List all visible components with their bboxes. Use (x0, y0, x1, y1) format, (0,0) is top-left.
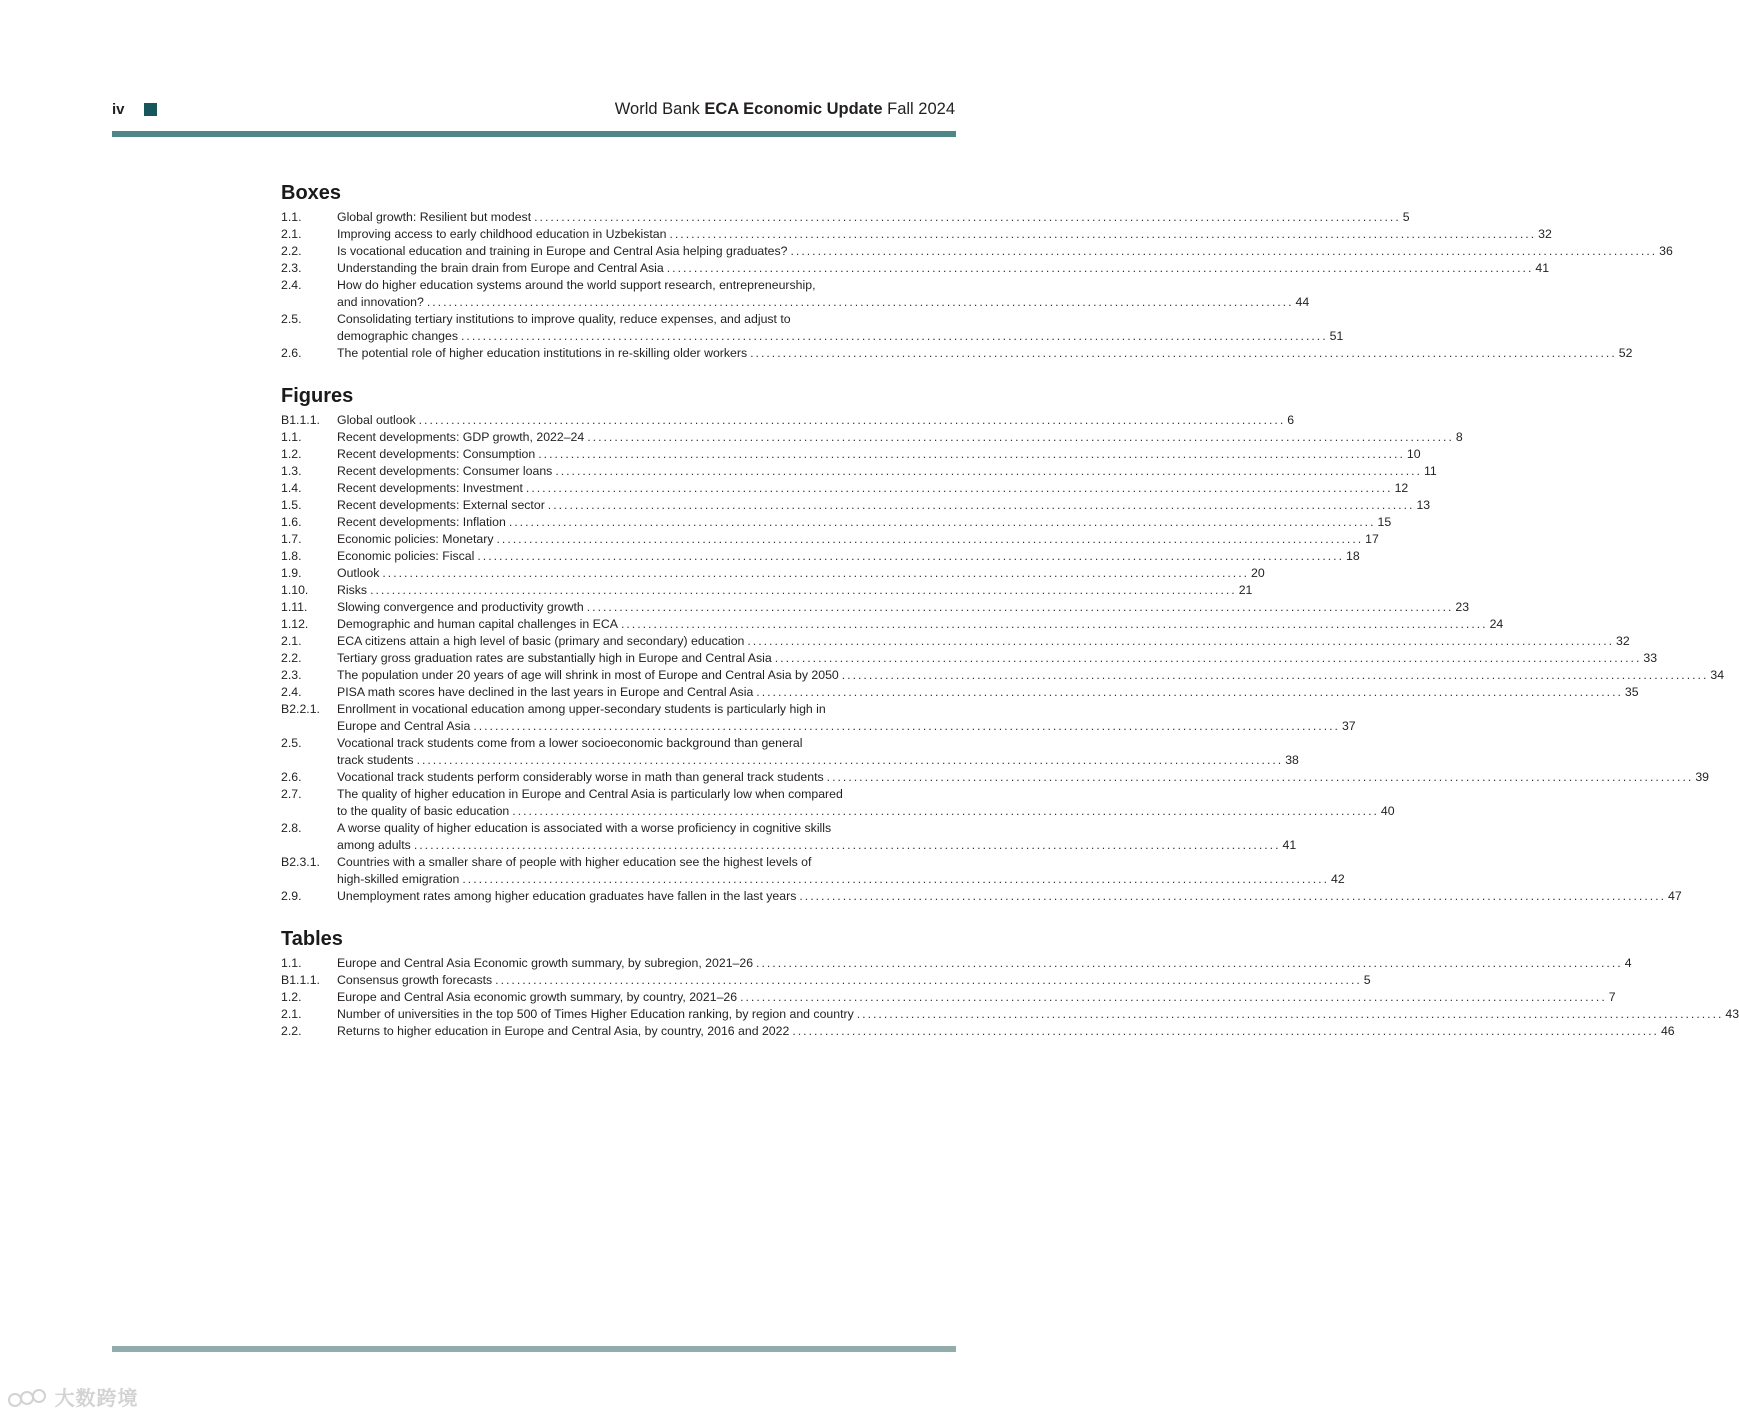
entry-number: 2.6. (281, 770, 302, 784)
entry-number: 1.5. (281, 498, 302, 512)
entry-number: B2.2.1. (281, 702, 320, 716)
entry-body (337, 616, 1504, 633)
entry-number: 2.8. (281, 821, 302, 835)
entry-line (337, 1023, 1675, 1040)
entry-body (337, 480, 1409, 497)
entry-body (337, 820, 1297, 854)
entry-title: ECA citizens attain a high level of basic (primary and secondary) education (337, 634, 745, 648)
entry-number: 1.2. (281, 447, 302, 461)
entry-number: B1.1.1. (281, 973, 320, 987)
entry-body (337, 243, 1673, 260)
toc-entry[interactable] (281, 412, 1295, 429)
entry-title: Demographic and human capital challenges in ECA (337, 617, 618, 631)
dot-leader: ................................................................................................................................................................ (525, 481, 1393, 495)
toc-entry[interactable] (281, 684, 1639, 701)
entry-line (337, 480, 1409, 497)
entry-page-number: 44 (1295, 295, 1310, 309)
toc-entry[interactable] (281, 633, 1630, 650)
entry-line (337, 989, 1616, 1006)
entry-page-number: 23 (1455, 600, 1470, 614)
entry-body (337, 888, 1682, 905)
entry-page-number: 32 (1616, 634, 1630, 648)
entry-page-number: 20 (1251, 566, 1265, 580)
entry-line (337, 260, 1550, 277)
entry-page-number: 37 (1341, 719, 1356, 733)
toc-entry[interactable] (281, 786, 1395, 820)
entry-number: 2.4. (281, 278, 302, 292)
header-rule (112, 131, 956, 137)
toc-entry[interactable] (281, 565, 1265, 582)
entry-line (337, 684, 1639, 701)
toc-entry[interactable] (281, 582, 1253, 599)
entry-body (337, 667, 1725, 684)
entry-page-number: 51 (1329, 329, 1344, 343)
section-title: Boxes (281, 182, 342, 204)
entry-line (337, 446, 1421, 463)
dot-leader: ................................................................................................................................................................ (508, 515, 1376, 529)
entry-number: 2.9. (281, 889, 302, 903)
entry-page-number: 10 (1406, 447, 1421, 461)
toc-entry[interactable] (281, 972, 1371, 989)
entry-title: Recent developments: GDP growth, 2022–24 (337, 430, 585, 444)
entry-title: Outlook (337, 566, 380, 580)
toc-section-tables (281, 926, 1739, 1040)
entry-body (337, 735, 1299, 769)
entry-line (337, 803, 1395, 820)
toc-entry[interactable] (281, 989, 1616, 1006)
entry-page-number: 47 (1668, 889, 1682, 903)
entry-line (337, 769, 1709, 786)
toc-section-figures (281, 383, 1725, 905)
entry-body (337, 531, 1379, 548)
entry-number: B1.1.1. (281, 413, 320, 427)
toc-entry[interactable] (281, 446, 1421, 463)
toc-entry[interactable] (281, 820, 1297, 854)
dot-leader: ................................................................................................................................................................ (856, 1007, 1724, 1021)
entry-body (337, 633, 1630, 650)
entry-title: and innovation? (337, 295, 424, 309)
entry-page-number: 43 (1725, 1007, 1739, 1021)
entry-page-number: 39 (1695, 770, 1709, 784)
entry-title: Is vocational education and training in Europe and Central Asia helping graduates? (337, 244, 788, 258)
entry-number: 2.2. (281, 651, 302, 665)
entry-body (337, 769, 1709, 786)
toc-entry[interactable] (281, 311, 1344, 345)
page-number: iv (112, 101, 125, 118)
entry-page-number: 5 (1402, 210, 1410, 224)
dot-leader: ................................................................................................................................................................ (669, 227, 1537, 241)
toc-entry[interactable] (281, 650, 1658, 667)
entry-title: Vocational track students perform considerably worse in math than general track students (337, 770, 824, 784)
entry-title: to the quality of basic education (337, 804, 510, 818)
entry-body (337, 345, 1633, 362)
entry-body (337, 446, 1421, 463)
watermark-text: 大数跨境 (54, 1388, 139, 1410)
entry-number: 2.3. (281, 261, 302, 275)
entry-number: B2.3.1. (281, 855, 320, 869)
entry-page-number: 5 (1363, 973, 1371, 987)
entry-body (337, 972, 1371, 989)
entry-number: 2.3. (281, 668, 302, 682)
entry-title: Slowing convergence and productivity growth (337, 600, 584, 614)
entry-number: 1.11. (281, 600, 308, 614)
dot-leader: ................................................................................................................................................................ (774, 651, 1642, 665)
entry-number: 2.1. (281, 227, 302, 241)
entry-title: demographic changes (337, 329, 458, 343)
entry-page-number: 4 (1624, 956, 1632, 970)
dot-leader: ................................................................................................................................................................ (473, 719, 1340, 733)
entry-page-number: 34 (1710, 668, 1725, 682)
dot-leader: ................................................................................................................................................................ (586, 600, 1454, 614)
entry-title: Risks (337, 583, 368, 597)
dot-leader: ................................................................................................................................................................ (426, 295, 1294, 309)
entry-body (337, 260, 1550, 277)
entry-title: Returns to higher education in Europe and Central Asia, by country, 2016 and 2022 (337, 1024, 790, 1038)
toc-entry[interactable] (281, 277, 1310, 311)
dot-leader: ................................................................................................................................................................ (496, 532, 1364, 546)
entry-page-number: 12 (1394, 481, 1409, 495)
dot-leader: ................................................................................................................................................................ (461, 329, 1328, 343)
entry-line (337, 514, 1392, 531)
entry-body (337, 412, 1295, 429)
entry-title: PISA math scores have declined in the last years in Europe and Central Asia (337, 685, 754, 699)
running-head-pre: World Bank (614, 100, 705, 118)
entry-number: 1.4. (281, 481, 302, 495)
dot-leader: ................................................................................................................................................................ (790, 244, 1658, 258)
entry-body (337, 209, 1410, 226)
entry-line (337, 531, 1379, 548)
entry-number: 2.2. (281, 244, 302, 258)
toc-entry[interactable] (281, 531, 1379, 548)
accent-square-icon (144, 103, 157, 116)
entry-line (337, 633, 1630, 650)
entry-title: track students (337, 753, 414, 767)
entry-page-number: 6 (1287, 413, 1295, 427)
entry-body (337, 582, 1253, 599)
toc-entry[interactable] (281, 480, 1409, 497)
entry-title-line: How do higher education systems around the world support research, entrepreneurship, (337, 278, 816, 292)
entry-number: 1.1. (281, 956, 302, 970)
entry-title: Tertiary gross graduation rates are substantially high in Europe and Central Asia (337, 651, 772, 665)
entry-page-number: 24 (1489, 617, 1504, 631)
toc-entry[interactable] (281, 769, 1709, 786)
toc-entry[interactable] (281, 429, 1463, 446)
entry-body (337, 1023, 1675, 1040)
entry-title: Improving access to early childhood education in Uzbekistan (337, 227, 667, 241)
entry-number: 2.4. (281, 685, 302, 699)
entry-number: 2.5. (281, 312, 302, 326)
entry-number: 2.6. (281, 346, 302, 360)
entry-title-line: A worse quality of higher education is associated with a worse proficiency in cognitive skills (337, 821, 832, 835)
page-header (0, 0, 1080, 140)
dot-leader: ................................................................................................................................................................ (756, 956, 1623, 970)
dot-leader: ................................................................................................................................................................ (747, 634, 1615, 648)
entry-line (337, 616, 1504, 633)
toc-entry[interactable] (281, 955, 1632, 972)
dot-leader: ................................................................................................................................................................ (587, 430, 1454, 444)
entry-page-number: 17 (1365, 532, 1379, 546)
entry-page-number: 46 (1660, 1024, 1675, 1038)
entry-body (337, 514, 1392, 531)
running-head-post: Fall 2024 (882, 100, 955, 118)
dot-leader: ................................................................................................................................................................ (534, 210, 1401, 224)
entry-page-number: 13 (1416, 498, 1431, 512)
entry-line (337, 582, 1253, 599)
entry-body (337, 650, 1658, 667)
entry-line (337, 328, 1344, 345)
entry-number: 1.1. (281, 210, 302, 224)
entry-title: Economic policies: Monetary (337, 532, 494, 546)
entry-title-line: Enrollment in vocational education among upper-secondary students is particularly high in (337, 702, 826, 716)
entry-number: 2.1. (281, 1007, 302, 1021)
dot-leader: ................................................................................................................................................................ (547, 498, 1415, 512)
entry-title: Economic policies: Fiscal (337, 549, 475, 563)
entry-page-number: 8 (1455, 430, 1463, 444)
dot-leader: ................................................................................................................................................................ (756, 685, 1623, 699)
section-title: Tables (281, 928, 343, 950)
entry-number: 2.7. (281, 787, 302, 801)
entry-line (337, 243, 1673, 260)
entry-line (337, 752, 1299, 769)
dot-leader: ................................................................................................................................................................ (826, 770, 1694, 784)
entry-line (337, 497, 1431, 514)
toc-entry[interactable] (281, 616, 1504, 633)
entry-line (337, 955, 1632, 972)
toc-entry[interactable] (281, 497, 1431, 514)
entry-title: Recent developments: Consumer loans (337, 464, 553, 478)
entry-page-number: 41 (1282, 838, 1297, 852)
entry-title: Consensus growth forecasts (337, 973, 493, 987)
entry-line (337, 565, 1265, 582)
entry-title-line: Consolidating tertiary institutions to improve quality, reduce expenses, and adjust to (337, 312, 791, 326)
running-head-title: ECA Economic Update (704, 100, 883, 118)
entry-line (337, 548, 1360, 565)
entry-number: 1.8. (281, 549, 302, 563)
dot-leader: ................................................................................................................................................................ (620, 617, 1488, 631)
entry-page-number: 36 (1659, 244, 1673, 258)
toc-entry[interactable] (281, 463, 1437, 480)
toc-entry[interactable] (281, 854, 1345, 888)
entry-page-number: 32 (1538, 227, 1552, 241)
dot-leader: ................................................................................................................................................................ (512, 804, 1379, 818)
toc-entry[interactable] (281, 888, 1682, 905)
dot-leader: ................................................................................................................................................................ (416, 753, 1284, 767)
toc-entry[interactable] (281, 345, 1633, 362)
table-of-contents (281, 180, 1739, 1061)
entry-line (337, 888, 1682, 905)
entry-line (337, 412, 1295, 429)
entry-page-number: 7 (1608, 990, 1616, 1004)
entry-page-number: 40 (1380, 804, 1395, 818)
entry-number: 2.2. (281, 1024, 302, 1038)
entry-number: 1.1. (281, 430, 302, 444)
toc-entry[interactable] (281, 548, 1360, 565)
entry-number: 1.6. (281, 515, 302, 529)
toc-entry[interactable] (281, 701, 1356, 735)
entry-page-number: 52 (1618, 346, 1633, 360)
entry-title: high-skilled emigration (337, 872, 460, 886)
entry-line (337, 345, 1633, 362)
dot-leader: ................................................................................................................................................................ (841, 668, 1709, 682)
entry-title: Global outlook (337, 413, 416, 427)
toc-entry[interactable] (281, 1023, 1675, 1040)
entry-line (337, 718, 1356, 735)
toc-section-boxes (281, 180, 1673, 362)
entry-title-line: The quality of higher education in Europe and Central Asia is particularly low when compared (337, 787, 843, 801)
toc-entry[interactable] (281, 209, 1410, 226)
entry-title: Unemployment rates among higher education graduates have fallen in the last years (337, 889, 797, 903)
entry-line (337, 650, 1658, 667)
entry-body (337, 565, 1265, 582)
entry-title: Europe and Central Asia economic growth summary, by country, 2021–26 (337, 990, 738, 1004)
entry-title: Europe and Central Asia Economic growth summary, by subregion, 2021–26 (337, 956, 754, 970)
footer-rule (112, 1346, 956, 1352)
entry-line (337, 294, 1310, 311)
entry-title: Europe and Central Asia (337, 719, 471, 733)
toc-entry[interactable] (281, 1006, 1739, 1023)
toc-entry[interactable] (281, 514, 1392, 531)
entry-line (337, 599, 1470, 616)
entry-body (337, 548, 1360, 565)
toc-entry[interactable] (281, 226, 1552, 243)
entry-body (337, 497, 1431, 514)
entry-page-number: 15 (1377, 515, 1392, 529)
entry-number: 1.7. (281, 532, 302, 546)
dot-leader: ................................................................................................................................................................ (495, 973, 1362, 987)
entry-body (337, 955, 1632, 972)
dot-leader: ................................................................................................................................................................ (382, 566, 1250, 580)
entry-title: Recent developments: External sector (337, 498, 545, 512)
entry-page-number: 38 (1285, 753, 1299, 767)
dot-leader: ................................................................................................................................................................ (370, 583, 1237, 597)
entry-body (337, 684, 1639, 701)
dot-leader: ................................................................................................................................................................ (413, 838, 1281, 852)
entry-body (337, 463, 1437, 480)
entry-body (337, 701, 1356, 735)
entry-line (337, 226, 1552, 243)
dot-leader: ................................................................................................................................................................ (477, 549, 1345, 563)
entry-page-number: 41 (1535, 261, 1550, 275)
entry-body (337, 1006, 1739, 1023)
entry-title: Recent developments: Inflation (337, 515, 506, 529)
entry-title: Recent developments: Investment (337, 481, 523, 495)
entry-page-number: 18 (1346, 549, 1360, 563)
watermark-logo-icon (8, 1389, 48, 1411)
watermark (8, 1382, 139, 1411)
entry-title: The potential role of higher education institutions in re-skilling older workers (337, 346, 748, 360)
entry-number: 2.1. (281, 634, 302, 648)
dot-leader: ................................................................................................................................................................ (792, 1024, 1659, 1038)
entry-body (337, 599, 1470, 616)
toc-entry[interactable] (281, 243, 1673, 260)
entry-line (337, 429, 1463, 446)
entry-body (337, 277, 1310, 311)
dot-leader: ................................................................................................................................................................ (462, 872, 1329, 886)
entry-page-number: 35 (1624, 685, 1639, 699)
entry-title: Number of universities in the top 500 of Times Higher Education ranking, by region and country (337, 1007, 854, 1021)
entry-number: 1.10. (281, 583, 309, 597)
entry-title: among adults (337, 838, 411, 852)
running-head (615, 100, 955, 119)
entry-page-number: 42 (1331, 872, 1345, 886)
entry-title-line: Vocational track students come from a lower socioeconomic background than general (337, 736, 803, 750)
entry-body (337, 854, 1345, 888)
entry-line (337, 209, 1410, 226)
dot-leader: ................................................................................................................................................................ (799, 889, 1666, 903)
toc-entry[interactable] (281, 260, 1550, 277)
entry-title: Understanding the brain drain from Europe and Central Asia (337, 261, 664, 275)
entry-number: 1.2. (281, 990, 302, 1004)
entry-title: Recent developments: Consumption (337, 447, 536, 461)
entry-line (337, 837, 1297, 854)
entry-body (337, 429, 1463, 446)
dot-leader: ................................................................................................................................................................ (418, 413, 1286, 427)
entry-line (337, 667, 1725, 684)
entry-body (337, 226, 1552, 243)
entry-body (337, 989, 1616, 1006)
toc-entry[interactable] (281, 667, 1725, 684)
entry-title: The population under 20 years of age will shrink in most of Europe and Central Asia by 2050 (337, 668, 839, 682)
entry-page-number: 11 (1423, 464, 1437, 478)
entry-page-number: 21 (1238, 583, 1253, 597)
toc-entry[interactable] (281, 599, 1470, 616)
dot-leader: ................................................................................................................................................................ (750, 346, 1617, 360)
entry-title: Global growth: Resilient but modest (337, 210, 532, 224)
dot-leader: ................................................................................................................................................................ (538, 447, 1405, 461)
dot-leader: ................................................................................................................................................................ (740, 990, 1607, 1004)
entry-body (337, 786, 1395, 820)
entry-line (337, 463, 1437, 480)
entry-number: 2.5. (281, 736, 302, 750)
section-title: Figures (281, 385, 354, 407)
entry-number: 1.12. (281, 617, 309, 631)
entry-line (337, 972, 1371, 989)
entry-line (337, 1006, 1739, 1023)
entry-page-number: 33 (1643, 651, 1658, 665)
entry-number: 1.9. (281, 566, 302, 580)
dot-leader: ................................................................................................................................................................ (666, 261, 1534, 275)
entry-body (337, 311, 1344, 345)
toc-entry[interactable] (281, 735, 1299, 769)
dot-leader: ................................................................................................................................................................ (555, 464, 1422, 478)
entry-number: 1.3. (281, 464, 302, 478)
entry-line (337, 871, 1345, 888)
entry-title-line: Countries with a smaller share of people with higher education see the highest levels of (337, 855, 812, 869)
